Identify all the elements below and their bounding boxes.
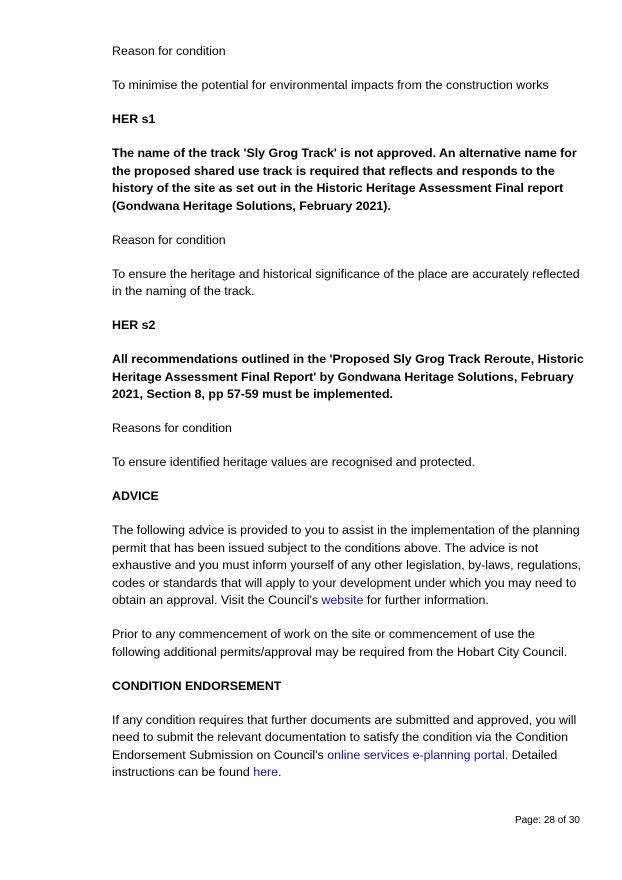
her-s1-text: The name of the track 'Sly Grog Track' is not approved. An alternative name for the proposed shared use track is required that reflects and responds to the history of the site as set out in the Historic Heritage Assessment Final report (Gondwana Heritage Solutions, February 2021). <box>112 146 577 213</box>
instructions-here-link[interactable]: here <box>253 765 279 779</box>
website-link[interactable]: website <box>321 593 364 607</box>
advice-paragraph <box>112 522 584 610</box>
page-number: Page: 28 of 30 <box>514 815 580 826</box>
prior-permits-paragraph: Prior to any commencement of work on the site or commencement of use the following additional permits/approval may be required from the Hobart City Council. <box>112 627 568 659</box>
endorsement-text-3: . <box>278 765 282 779</box>
reason-text-3: To ensure identified heritage values are recognised and protected. <box>112 455 476 469</box>
reason-text-2: To ensure the heritage and historical significance of the place are accurately reflected in the naming of the track. <box>112 266 580 298</box>
her-s1-heading: HER s1 <box>112 112 156 126</box>
reason-label-1: Reason for condition <box>112 44 226 58</box>
advice-text-2: for further information. <box>363 593 489 607</box>
advice-heading: ADVICE <box>112 489 159 503</box>
endorsement-paragraph <box>112 712 584 782</box>
reason-text-1: To minimise the potential for environmental impacts from the construction works <box>112 78 549 92</box>
document-page <box>112 43 584 798</box>
endorsement-text-2: . Detailed instructions can be found <box>112 747 558 779</box>
advice-text-1: The following advice is provided to you to assist in the implementation of the planning permit that has been issued subject to the conditions above. The advice is not exhaustive and you must inform yourself of any other legislation, by-laws, regulations, codes or standards that will apply to your development under which you may need to obtain an approval. Visit the Council's <box>112 523 582 607</box>
endorsement-text-1: If any condition requires that further documents are submitted and approved, you will need to submit the relevant documentation to satisfy the condition via the Condition Endorsement Submission on Council's <box>112 712 577 762</box>
her-s2-text: All recommendations outlined in the 'Proposed Sly Grog Track Reroute, Historic Heritage Assessment Final Report' by Gondwana Heritage Solutions, February 2021, Section 8, pp 57-59 must be implemented. <box>112 352 584 401</box>
reason-label-3: Reasons for condition <box>112 421 232 435</box>
condition-endorsement-heading: CONDITION ENDORSEMENT <box>112 678 282 693</box>
e-planning-portal-link[interactable]: online services e-planning portal <box>327 747 505 762</box>
her-s2-heading: HER s2 <box>112 318 156 332</box>
reason-label-2: Reason for condition <box>112 232 226 247</box>
